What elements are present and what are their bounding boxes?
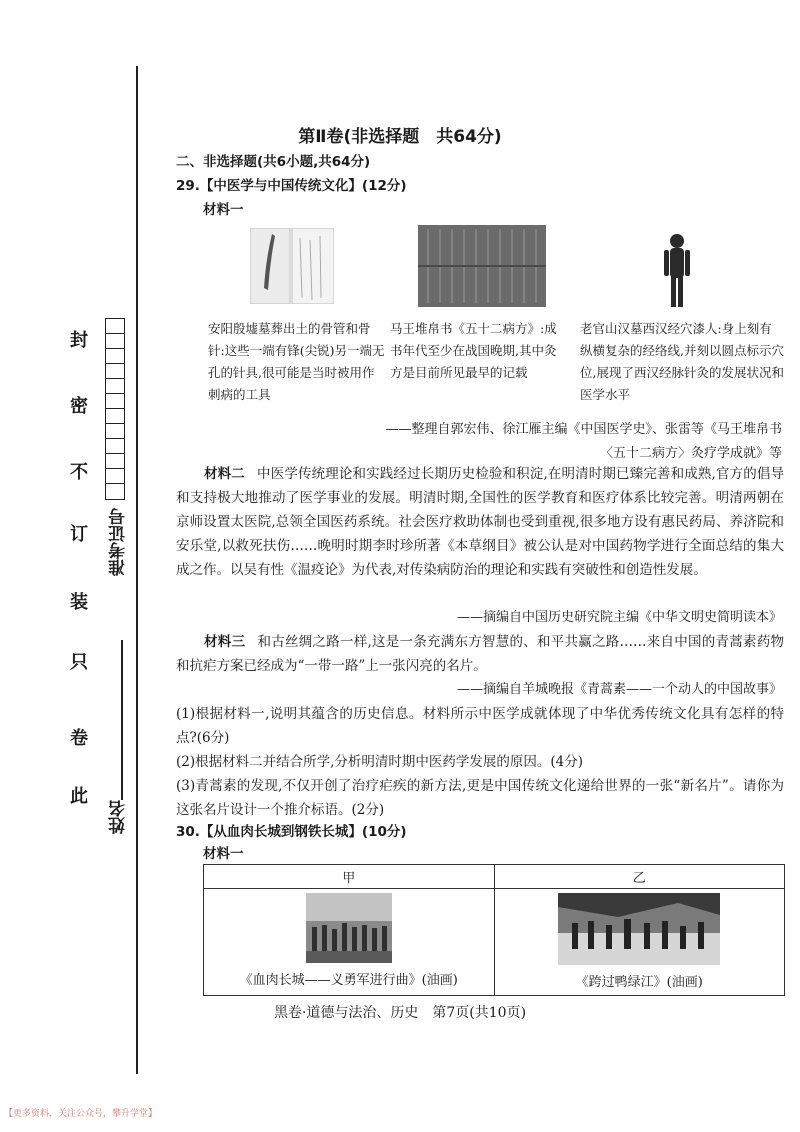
col-a-cell bbox=[204, 889, 495, 996]
source1-line1: ——整理自郭宏伟、徐江雁主编《中国医学史》、张雷等《马王堆帛书 bbox=[385, 422, 782, 437]
painting-a-caption: 《血肉长城——义勇军进行曲》(油画) bbox=[239, 973, 458, 988]
q29-sub3: (3)青蒿素的发现,不仅开创了治疗疟疾的新方法,更是中国传统文化递给世界的一张“新名片”。请你为这张名片设计一个推介标语。(2分) bbox=[176, 778, 784, 818]
section-title: 第Ⅱ卷(非选择题 共64分) bbox=[298, 127, 502, 147]
exam-id-label: 准考证号 bbox=[109, 508, 129, 576]
part-heading: 二、非选择题(共6小题,共64分) bbox=[176, 154, 371, 170]
col-b-header: 乙 bbox=[494, 865, 785, 889]
q30-material1-label: 材料一 bbox=[203, 846, 244, 862]
name-line[interactable] bbox=[121, 640, 123, 800]
seal-char: 卷 bbox=[70, 728, 88, 749]
material3-block bbox=[176, 630, 784, 678]
q30-heading: 30.【从血肉长城到钢铁长城】(10分) bbox=[176, 824, 407, 840]
lacquer-figure-photo bbox=[660, 232, 694, 308]
caption-lacquer-figure: 老官山汉墓西汉经穴漆人:身上刻有纵横复杂的经络线,并刻以圆点标示穴位,展现了西汉经脉针灸的发展状况和医学水平 bbox=[580, 321, 784, 402]
bone-needles-photo bbox=[250, 228, 334, 304]
q29-sub1: (1)根据材料一,说明其蕴含的历史信息。材料所示中医学成就体现了中华优秀传统文化具有怎样的特点?(6分) bbox=[176, 706, 784, 746]
source1-line2: 〈五十二病方〉灸疗学成就》等 bbox=[599, 446, 782, 461]
watermark-text: 【更多资料，关注公众号，攀升学堂】 bbox=[4, 1109, 158, 1119]
seal-char: 密 bbox=[70, 396, 88, 417]
seal-char: 只 bbox=[70, 652, 88, 673]
paintings-table bbox=[203, 864, 785, 996]
source2: ——摘编自中国历史研究院主编《中华文明史简明读本》 bbox=[456, 610, 782, 625]
material3-label: 材料三 bbox=[204, 634, 246, 650]
seal-char: 装 bbox=[70, 592, 88, 613]
material2-label: 材料二 bbox=[204, 466, 245, 482]
caption-bone-needles: 安阳殷墟墓葬出土的骨管和骨针:这些一端有锋(尖锐)另一端无孔的针具,很可能是当时被用作刺病的工具 bbox=[208, 321, 385, 402]
painting-b-caption: 《跨过鸭绿江》(油画) bbox=[575, 975, 703, 990]
painting-b-image bbox=[558, 893, 720, 965]
col-a-header: 甲 bbox=[204, 865, 495, 889]
q29-material1-label: 材料一 bbox=[203, 202, 244, 218]
material3-text: 和古丝绸之路一样,这是一条充满东方智慧的、和平共赢之路……来自中国的青蒿素药物和抗疟方案已经成为“一带一路”上一张闪亮的名片。 bbox=[176, 634, 784, 674]
binding-line bbox=[136, 66, 138, 1074]
q29-heading: 29.【中医学与中国传统文化】(12分) bbox=[176, 178, 407, 194]
material2-text: 中医学传统理论和实践经过长期历史检验和积淀,在明清时期已臻完善和成熟,官方的倡导和支持极大地推动了医学事业的发展。明清时期,全国性的医学教育和医疗体系比较完善。明清两朝在京师设置太医院,总领全国医药系统。社会医疗救助体制也受到重视,很多地方设有惠民药局、养济院和安乐堂,以救死扶伤……晚明时期李时珍所著《本草纲目》被公认是对中国药物学进行全面总结的集大成之作。以吴有性《温疫论》为代表,对传染病防治的理论和实践有突破性和创造性发展。 bbox=[176, 466, 784, 578]
silk-manuscript-photo bbox=[418, 225, 546, 307]
name-label: 姓名 bbox=[109, 800, 129, 834]
seal-char: 此 bbox=[70, 786, 88, 807]
caption-silk-manuscript: 马王堆帛书《五十二病方》:成书年代至少在战国晚期,其中灸方是目前所见最早的记载 bbox=[390, 321, 557, 380]
exam-id-boxes[interactable] bbox=[105, 318, 125, 500]
col-b-cell bbox=[494, 889, 785, 996]
seal-char: 不 bbox=[70, 462, 88, 483]
seal-char: 订 bbox=[70, 524, 88, 545]
material2-block bbox=[176, 462, 784, 582]
page-footer: 黑卷·道德与法治、历史 第7页(共10页) bbox=[273, 1005, 527, 1021]
painting-a-image bbox=[306, 893, 392, 963]
q29-sub2: (2)根据材料二并结合所学,分析明清时期中医药学发展的原因。(4分) bbox=[176, 754, 584, 770]
source3: ——摘编自羊城晚报《青蒿素——一个动人的中国故事》 bbox=[456, 682, 782, 697]
seal-char: 封 bbox=[70, 330, 88, 351]
